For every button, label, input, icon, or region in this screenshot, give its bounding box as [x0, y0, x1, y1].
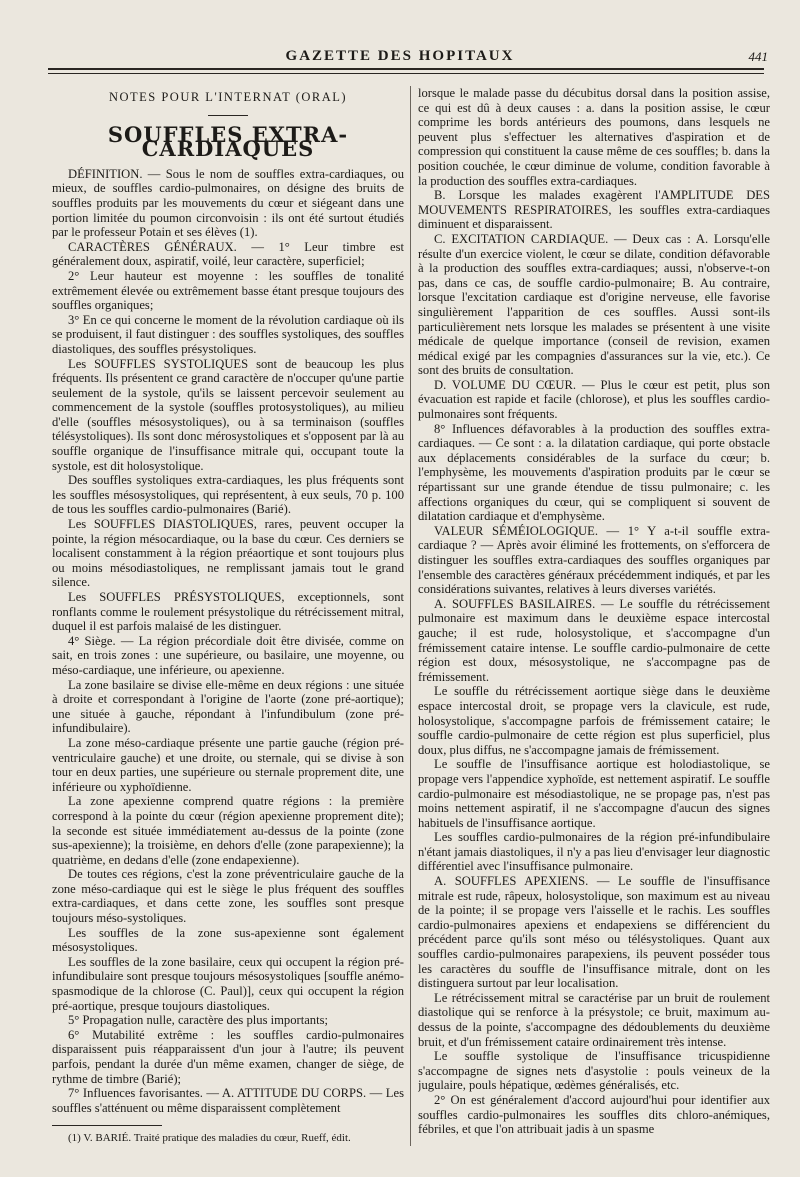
paragraph: La zone basilaire se divise elle-même en deux régions : une située à droite et correspondant à l'origine de l'aorte (zone pré-aortique); une située à gauche, répondant à l'infundibulum (zone pré-infundibulaire).: [52, 677, 404, 736]
paragraph: 4° Siège. — La région précordiale doit être divisée, comme on sait, en trois zones : une supérieure, ou basilaire, une moyenne, ou méso-cardiaque, une inférieure, ou apexienne.: [52, 633, 404, 677]
paragraph: Les souffles cardio-pulmonaires de la région pré-infundibulaire n'étant jamais diastoliques, il n'y a pas lieu d'envisager leur diagnostic différentiel avec l'insuffisance pulmonaire.: [418, 830, 770, 874]
paragraph: VALEUR SÉMÉIOLOGIQUE. — 1° Y a-t-il souffle extra-cardiaque ? — Après avoir éliminé les frottements, on s'efforcera de distinguer les souffles extra-cardiaques des souffles organiques par l'ensemble des caractères généraux précédemment indiqués, et par les considérations suivantes, relatives à leurs diverses variétés.: [418, 523, 770, 597]
paragraph: Le souffle de l'insuffisance aortique est holodiastolique, se propage vers l'appendice xyphoïde, est nettement aspiratif. Le souffle cardio-pulmonaire est mésodiastolique, ne se propage pas, n'est pas moins nettement aspiratif, il ne s'accompagne d'aucun des signes habituels de l'insuffisance aortique.: [418, 757, 770, 830]
page-number: 441: [748, 49, 768, 64]
right-column: [418, 86, 770, 1156]
paragraph: Les souffles de la zone basilaire, ceux qui occupent la région pré-infundibulaire sont presque toujours mésosystoliques [souffle anémo-spasmodique de la chlorose (C. Paul)], ceux qui occupent la région pré-aortique, presque toujours diastoliques.: [52, 954, 404, 1013]
footnote: (1) V. BARIÉ. Traité pratique des maladies du cœur, Rueff, édit.: [68, 1132, 351, 1145]
paragraph: B. Lorsque les malades exagèrent l'AMPLITUDE DES MOUVEMENTS RESPIRATOIRES, les souffles extra-cardiaques diminuent et disparaissent.: [418, 188, 770, 232]
article-title: SOUFFLES EXTRA-CARDIAQUES: [107, 121, 349, 162]
header-rule: [48, 68, 764, 74]
paragraph: Les SOUFFLES PRÉSYSTOLIQUES, exceptionnels, sont ronflants comme le roulement présystolique du rétrécissement mitral, duquel il est parfois malaisé de les distinguer.: [52, 590, 404, 634]
left-column: [52, 86, 404, 1156]
paragraph: CARACTÈRES GÉNÉRAUX. — 1° Leur timbre est généralement doux, aspiratif, voilé, leur caractère, superficiel;: [52, 239, 404, 269]
running-title: GAZETTE DES HOPITAUX: [285, 48, 515, 64]
footnote-rule: [52, 1125, 162, 1126]
paragraph: 5° Propagation nulle, caractère des plus importants;: [68, 1013, 328, 1028]
paragraph: Les SOUFFLES DIASTOLIQUES, rares, peuvent occuper la pointe, la région mésocardiaque, ou la base du cœur. Ces derniers se localisent constamment à la région préaortique et sont toujours plus ou moins mésodiastoliques, ne remplissant jamais tout le grand silence.: [52, 517, 404, 590]
paragraph: A. SOUFFLES BASILAIRES. — Le souffle du rétrécissement pulmonaire est maximum dans le deuxième espace intercostal gauche; il est rude, holosystolique, et s'accompagne d'un frémissement cataire intense. Le souffle cardio-pulmonaire de cette région est doux, mésosystolique, ne s'accompagne pas de frémissement.: [418, 596, 770, 684]
paragraph: La zone apexienne comprend quatre régions : la première correspond à la pointe du cœur (région apexienne proprement dite); la seconde est située immédiatement au-dessus de la pointe (zone sus-apexienne); la troisième, en dehors d'elle (zone parapexienne); la quatrième, en dedans d'elle (zone endapexienne).: [52, 794, 404, 867]
paragraph: A. SOUFFLES APEXIENS. — Le souffle de l'insuffisance mitrale est rude, râpeux, holosystolique, son maximum est au niveau de la pointe; il se propage vers l'aisselle et le rachis. Les souffles cardio-pulmonaires apexiens et endapexiens se différencient du précédent parce qu'ils sont méso ou télésystoliques. Quant aux souffles cardio-pulmonaires parapexiens, ils peuvent posséder tous les caractères du souffle de l'insuffisance mitrale, dont on les distinguera surtout par leur localisation.: [418, 874, 770, 991]
paragraph: 7° Influences favorisantes. — A. ATTITUDE DU CORPS. — Les souffles s'atténuent ou même disparaissent complètement: [52, 1086, 404, 1115]
paragraph: Le rétrécissement mitral se caractérise par un bruit de roulement diastolique qui se renforce à la présystole; ce bruit, maximum au-dessus de la pointe, s'accompagne des dédoublements du deuxième bruit, et d'un frémissement cataire ordinairement très intense.: [418, 990, 770, 1049]
paragraph: De toutes ces régions, c'est la zone préventriculaire gauche de la zone méso-cardiaque qui est le siège le plus fréquent des souffles extra-cardiaques, et dans cette zone, les souffles sont presque toujours méso-systoliques.: [52, 867, 404, 926]
paragraph: Les SOUFFLES SYSTOLIQUES sont de beaucoup les plus fréquents. Ils présentent ce grand caractère de n'occuper qu'une partie seulement de la systole, qu'ils se laissent percevoir seulement au commencement de la systole (souffles protosystoliques), au milieu d'elle (souffles mésosystoliques), ou à sa terminaison (souffles télésystoliques). Ils sont donc mérosystoliques et s'opposent par là au souffle organique de l'insuffisance mitrale qui, occupant toute la systole, est dit holosystolique.: [52, 356, 404, 473]
paragraph: 8° Influences défavorables à la production des souffles extra-cardiaques. — Ce sont : a. la dilatation cardiaque, qui porte obstacle aux déplacements considérables de la surface du cœur; b. l'emphysème, les mouvements d'aspiration produits par le cœur se répartissant sur une grande étendue de tissu pulmonaire; c. les affections organiques du cœur, qui se compliquent si souvent de dilatation cardiaque et d'emphysème.: [418, 421, 770, 524]
paragraph: La zone méso-cardiaque présente une partie gauche (région pré-ventriculaire gauche) et une droite, ou sternale, qui se divise à son tour en deux parties, une supérieure ou sternale proprement dite, une inférieure ou xyphoïdienne.: [52, 735, 404, 794]
paragraph: C. EXCITATION CARDIAQUE. — Deux cas : A. Lorsqu'elle résulte d'un exercice violent, le cœur se dilate, condition défavorable à la production des souffles extra-cardiaques; aussi, n'observe-t-on pas, dans ce cas, de souffle cardio-pulmonaire; B. Au contraire, lorsque l'excitation cardiaque est d'origine nerveuse, elle favorise singulièrement l'apparition de ces souffles. Aussi sont-ils particulièrement nets lorsque les malades se présentent à une visite médicale de quelque importance (conseil de revision, examen médical exigé par les compagnies d'assurances sur la vie, etc.). Ce sont des bruits de consultation.: [418, 231, 770, 378]
paragraph: lorsque le malade passe du décubitus dorsal dans la position assise, ce qui est dû à deux causes : a. dans la position assise, le cœur comprime les bords antérieurs des poumons, dans lesquels ne peuvent plus s'effectuer les alternatives d'aspiration et de compression qui constituent la cause même de ces souffles; b. dans la position couchée, le cœur diminue de volume, condition favorable à la production des souffles extra-cardiaques.: [418, 86, 770, 188]
paragraph: Le souffle systolique de l'insuffisance tricuspidienne s'accompagne de signes nets d'asystolie : pouls veineux de la jugulaire, pouls hépatique, œdèmes généralisés, etc.: [418, 1049, 770, 1093]
section-kicker: NOTES POUR L'INTERNAT (ORAL): [108, 90, 348, 104]
paragraph: Le souffle du rétrécissement aortique siège dans le deuxième espace intercostal droit, se propage vers la clavicule, est rude, holosystolique, s'accompagne parfois de frémissement cataire; le souffle cardio-pulmonaire de cette région est plus superficiel, plus doux, plus diffus, ne s'accompagne jamais de frémissement.: [418, 684, 770, 757]
paragraph: 6° Mutabilité extrême : les souffles cardio-pulmonaires disparaissent puis réapparaissent d'un jour à l'autre; ils peuvent parfois, pendant la durée d'un même examen, changer de siège, de rythme de timbre (Barié);: [52, 1027, 404, 1086]
column-divider: [410, 86, 411, 1146]
paragraph: 2° Leur hauteur est moyenne : les souffles de tonalité extrêmement élevée ou extrêmement basse étant presque toujours des souffles organiques;: [52, 268, 404, 313]
paragraph: D. VOLUME DU CŒUR. — Plus le cœur est petit, plus son évacuation est rapide et facile (chlorose), et plus les souffles cardio-pulmonaires sont fréquents.: [418, 377, 770, 422]
paragraph: 2° On est généralement d'accord aujourd'hui pour identifier aux souffles cardio-pulmonaires les souffles dits chloro-anémiques, fébriles, et que l'on attribuait jadis à un spasme: [418, 1092, 770, 1137]
paragraph: Des souffles systoliques extra-cardiaques, les plus fréquents sont les souffles mésosystoliques, qui représentent, à eux seuls, 70 p. 100 de tous les souffles cardio-pulmonaires (Barié).: [52, 473, 404, 517]
kicker-rule: [208, 115, 248, 116]
paragraph: 3° En ce qui concerne le moment de la révolution cardiaque où ils se produisent, il faut distinguer : des souffles systoliques, des souffles diastoliques, des souffles présystoliques.: [52, 312, 404, 356]
running-head: [0, 44, 800, 64]
paragraph: DÉFINITION. — Sous le nom de souffles extra-cardiaques, ou mieux, de souffles cardio-pulmonaires, on désigne des bruits de souffles produits par les mouvements du cœur et siégeant dans une portion limitée du poumon circonvoisin : ils ont été surtout étudiés par le professeur Potain et ses élèves (1).: [52, 166, 404, 240]
paragraph: Les souffles de la zone sus-apexienne sont également mésosystoliques.: [52, 925, 404, 955]
